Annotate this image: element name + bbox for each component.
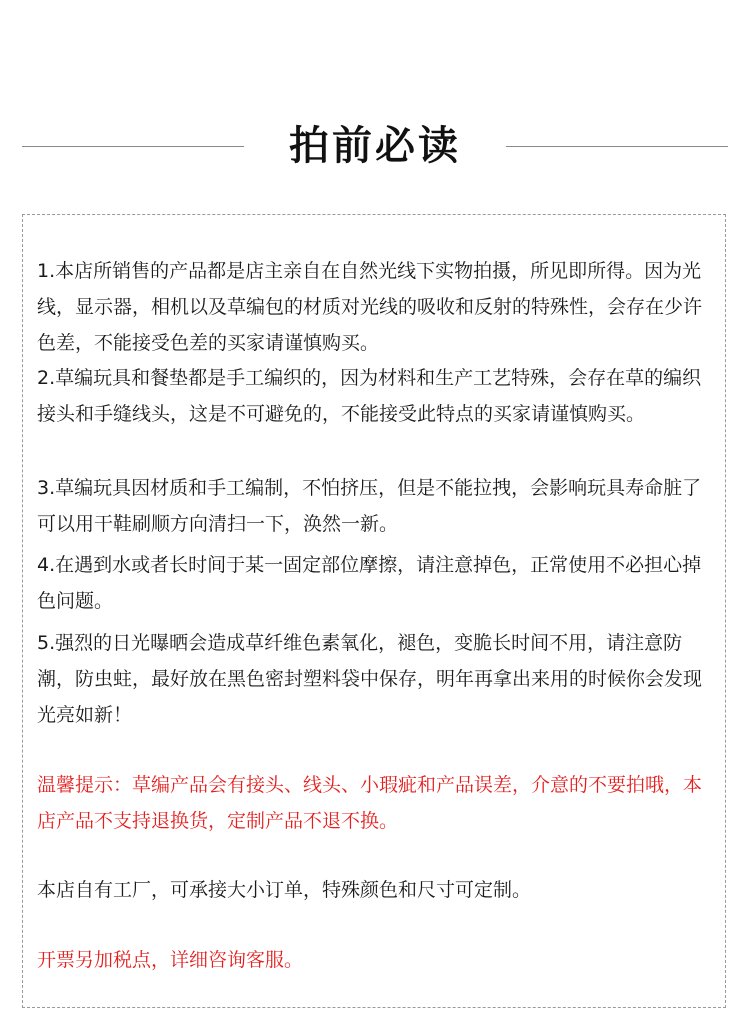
notice-item-storage: 5.强烈的日光曝晒会造成草纤维色素氧化，褪色，变脆长时间不用，请注意防潮，防虫蛀，最好放在黑色密封塑料袋中保存，明年再拿出来用的时候你会发现光亮如新！ (37, 632, 703, 726)
header-left-divider (22, 146, 244, 147)
invoice-note: 开票另加税点，详细咨询客服。 (37, 949, 304, 971)
notice-item-handmade-joints: 2.草编玩具和餐垫都是手工编织的，因为材料和生产工艺特殊，会存在草的编织接头和手缝线头，这是不可避免的，不能接受此特点的买家请谨慎购买。 (37, 367, 702, 425)
header-right-divider (506, 146, 728, 147)
page-header (0, 110, 750, 180)
notice-item-fading: 4.在遇到水或者长时间于某一固定部位摩擦，请注意掉色，正常使用不必担心掉色问题。 (37, 554, 702, 612)
warm-tip: 温馨提示：草编产品会有接头、线头、小瑕疵和产品误差，介意的不要拍哦，本店产品不支持退换货，定制产品不退不换。 (37, 774, 703, 832)
page-title: 拍前必读 (289, 123, 461, 169)
notice-box (22, 214, 726, 1008)
factory-note: 本店自有工厂，可承接大小订单，特殊颜色和尺寸可定制。 (37, 879, 532, 901)
notice-item-toy-care: 3.草编玩具因材质和手工编制，不怕挤压，但是不能拉拽，会影响玩具寿命脏了可以用干鞋刷顺方向清扫一下，涣然一新。 (37, 477, 702, 535)
notice-item-color-difference: 1.本店所销售的产品都是店主亲自在自然光线下实物拍摄，所见即所得。因为光线，显示器，相机以及草编包的材质对光线的吸收和反射的特殊性，会存在少许色差，不能接受色差的买家请谨慎购买。 (37, 260, 703, 354)
